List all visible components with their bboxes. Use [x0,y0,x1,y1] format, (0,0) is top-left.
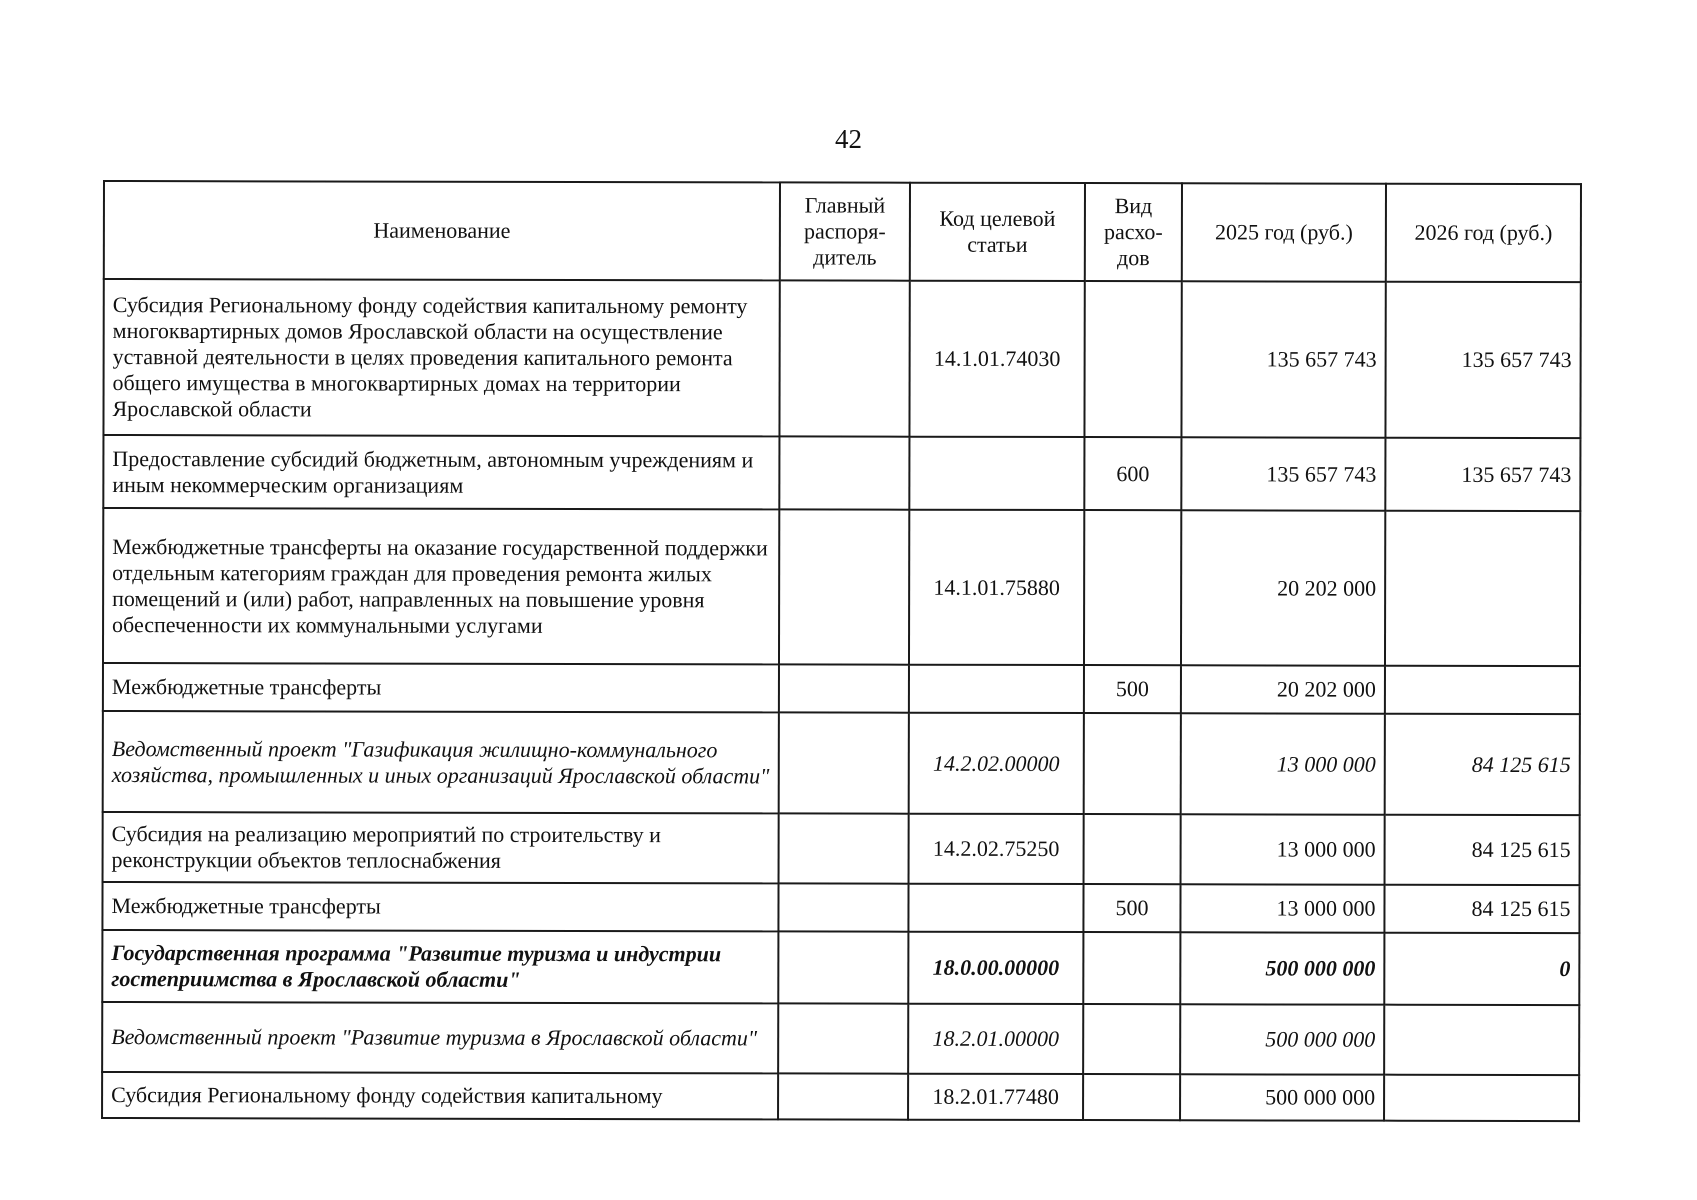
row-code: 18.0.00.00000 [908,932,1083,1004]
table-row [103,812,1580,885]
row-expense-type: 500 [1084,665,1181,713]
row-name: Субсидия Региональному фонду содействия капитальному [102,1072,778,1119]
table-row [102,882,1579,933]
row-chief [779,280,909,436]
row-expense-type [1083,1074,1180,1120]
row-year-2025: 20 202 000 [1181,665,1385,713]
page-number: 42 [835,124,862,154]
row-expense-type [1084,814,1181,884]
row-year-2026: 135 657 743 [1385,438,1580,511]
header-year-2025: 2025 год (руб.) [1182,183,1386,281]
row-year-2025: 500 000 000 [1180,932,1384,1004]
row-year-2025: 13 000 000 [1181,713,1385,814]
row-chief [778,1073,908,1119]
row-year-2025: 13 000 000 [1181,814,1385,884]
row-year-2026: 84 125 615 [1385,815,1580,885]
row-name: Ведомственный проект "Развитие туризма в Ярославской области" [102,1002,778,1073]
row-code: 14.1.01.74030 [909,281,1084,437]
row-name: Ведомственный проект "Газификация жилищно-коммунального хозяйства, промышленных и иных организаций Ярославской области" [103,711,779,813]
budget-table [101,180,1582,1122]
row-chief [779,664,909,712]
table-row [103,279,1580,438]
row-name: Предоставление субсидий бюджетным, автономным учреждениям и иным некоммерческим организациям [103,435,779,509]
row-chief [779,509,909,664]
row-expense-type [1084,510,1181,665]
table-row [102,930,1579,1005]
row-name: Межбюджетные трансферты [103,663,779,712]
row-expense-type [1084,281,1181,437]
row-expense-type [1084,713,1181,814]
header-chief-manager: Главный распоря-дитель [780,182,910,280]
row-code: 14.2.02.00000 [909,713,1084,814]
table-row [102,1002,1579,1075]
row-year-2025: 500 000 000 [1180,1004,1384,1074]
row-expense-type [1083,1004,1180,1074]
table-header-row [104,181,1581,282]
table-row [103,663,1580,714]
row-expense-type: 500 [1083,884,1180,932]
row-year-2026: 0 [1384,933,1579,1005]
table-row [103,711,1580,815]
table-row [103,508,1580,666]
row-chief [779,436,909,509]
row-code [909,437,1084,510]
row-year-2025: 13 000 000 [1180,884,1384,932]
row-chief [778,1003,908,1073]
row-year-2026: 84 125 615 [1384,885,1579,933]
row-year-2026: 135 657 743 [1385,282,1580,438]
row-year-2025: 135 657 743 [1181,437,1385,510]
row-name: Межбюджетные трансферты на оказание государственной поддержки отдельным категориям граждан для проведения ремонта жилых помещений и (или) работ, направленных на повышение уровня обеспеченности их коммунальными услугами [103,508,779,664]
row-chief [778,883,908,931]
header-target-code: Код целевой статьи [910,183,1085,281]
row-code: 18.2.01.77480 [908,1074,1083,1120]
row-year-2026 [1384,1075,1579,1121]
row-chief [778,931,908,1003]
row-chief [779,813,909,883]
header-expense-type: Вид расхо-дов [1085,183,1182,281]
row-name: Межбюджетные трансферты [102,882,778,931]
row-year-2026 [1385,666,1580,714]
row-code [908,884,1083,932]
row-year-2026 [1385,511,1580,666]
row-name: Государственная программа "Развитие туризма и индустрии гостеприимства в Ярославской области" [102,930,778,1003]
row-year-2026 [1384,1005,1579,1075]
header-name: Наименование [104,181,780,280]
row-name: Субсидия Региональному фонду содействия капитальному ремонту многоквартирных домов Ярославской области на осуществление уставной деятельности в целях проведения капитального ремонта общего имущества в многоквартирных домах на территории Ярославской области [103,279,779,436]
row-expense-type: 600 [1084,437,1181,510]
row-year-2026: 84 125 615 [1385,714,1580,815]
row-code [909,665,1084,713]
table-row [103,435,1580,511]
row-year-2025: 500 000 000 [1180,1074,1384,1120]
row-code: 14.1.01.75880 [909,510,1084,665]
table-row [102,1072,1579,1121]
row-year-2025: 135 657 743 [1181,281,1385,437]
header-year-2026: 2026 год (руб.) [1386,184,1581,282]
row-code: 14.2.02.75250 [909,814,1084,884]
row-year-2025: 20 202 000 [1181,510,1385,665]
row-code: 18.2.01.00000 [908,1004,1083,1074]
row-expense-type [1083,932,1180,1004]
row-chief [779,712,909,813]
row-name: Субсидия на реализацию мероприятий по строительству и реконструкции объектов теплоснабжения [103,812,779,883]
